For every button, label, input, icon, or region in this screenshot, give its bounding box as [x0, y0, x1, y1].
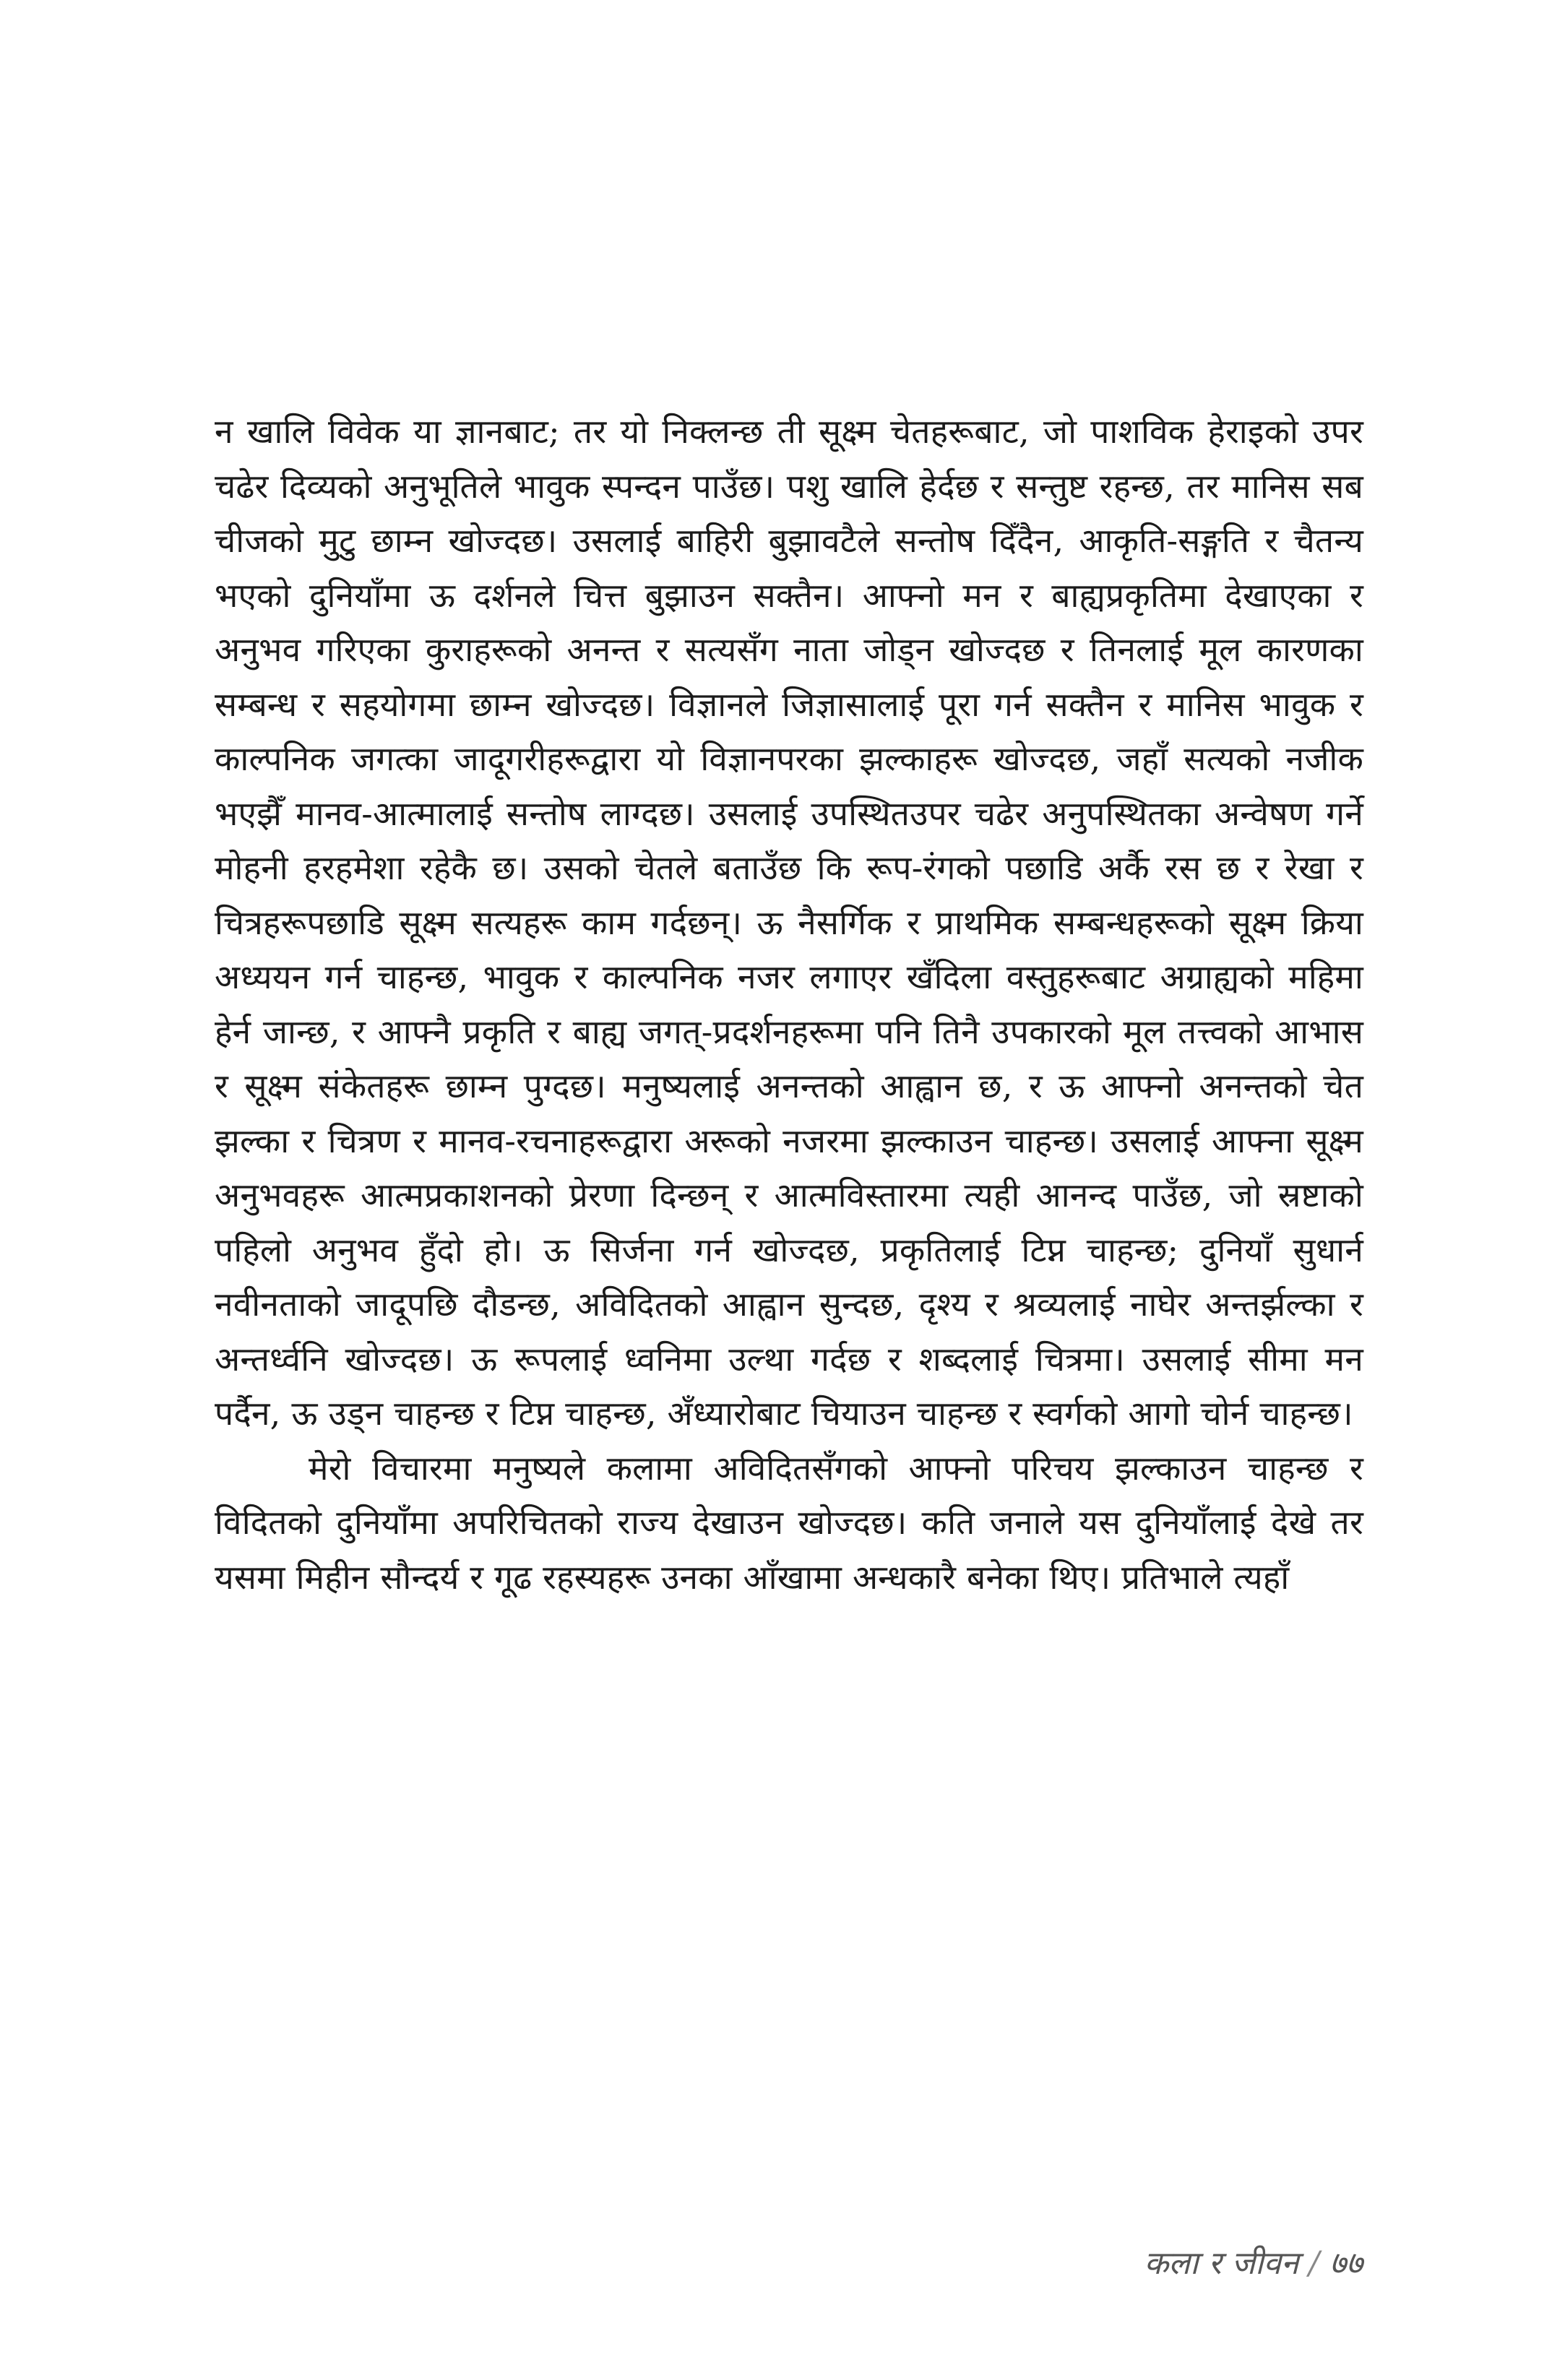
page-footer: [1144, 2240, 1363, 2283]
footer-separator: /: [1309, 2245, 1320, 2282]
page-number: ७७: [1329, 2245, 1363, 2282]
body-text: [215, 405, 1363, 1605]
running-title: कला र जीवन: [1144, 2245, 1299, 2282]
paragraph: न खालि विवेक या ज्ञानबाट; तर यो निक्लन्छ ती सूक्ष्म चेतहरूबाट, जो पाशविक हेराइको उपर चढेर दिव्यको अनुभूतिले भावुक स्पन्दन पाउँछ। पशु खालि हेर्दछ र सन्तुष्ट रहन्छ, तर मानिस सब चीजको मुटु छाम्न खोज्दछ। उसलाई बाहिरी बुझावटैले सन्तोष दिँदैन, आकृति-सङ्गति र चैतन्य भएको दुनियाँमा ऊ दर्शनले चित्त बुझाउन सक्तैन। आफ्नो मन र बाह्यप्रकृतिमा देखाएका र अनुभव गरिएका कुराहरूको अनन्त र सत्यसँग नाता जोड्न खोज्दछ र तिनलाई मूल कारणका सम्बन्ध र सहयोगमा छाम्न खोज्दछ। विज्ञानले जिज्ञासालाई पूरा गर्न सक्तैन र मानिस भावुक र काल्पनिक जगत्का जादूगरीहरूद्वारा यो विज्ञानपरका झल्काहरू खोज्दछ, जहाँ सत्यको नजीक भएझैँ मानव-आत्मालाई सन्तोष लाग्दछ। उसलाई उपस्थितउपर चढेर अनुपस्थितका अन्वेषण गर्ने मोहनी हरहमेशा रहेकै छ। उसको चेतले बताउँछ कि रूप-रंगको पछाडि अर्कै रस छ र रेखा र चित्रहरूपछाडि सूक्ष्म सत्यहरू काम गर्दछन्। ऊ नैसर्गिक र प्राथमिक सम्बन्धहरूको सूक्ष्म क्रिया अध्ययन गर्न चाहन्छ, भावुक र काल्पनिक नजर लगाएर खँदिला वस्तुहरूबाट अग्राह्यको महिमा हेर्न जान्छ, र आफ्नै प्रकृति र बाह्य जगत्-प्रदर्शनहरूमा पनि तिनै उपकारको मूल तत्त्वको आभास र सूक्ष्म संकेतहरू छाम्न पुग्दछ। मनुष्यलाई अनन्तको आह्वान छ, र ऊ आफ्नो अनन्तको चेत झल्का र चित्रण र मानव-रचनाहरूद्वारा अरूको नजरमा झल्काउन चाहन्छ। उसलाई आफ्ना सूक्ष्म अनुभवहरू आत्मप्रकाशनको प्रेरणा दिन्छन् र आत्मविस्तारमा त्यही आनन्द पाउँछ, जो स्रष्टाको पहिलो अनुभव हुँदो हो। ऊ सिर्जना गर्न खोज्दछ, प्रकृतिलाई टिप्न चाहन्छ; दुनियाँ सुधार्न नवीनताको जादूपछि दौडन्छ, अविदितको आह्वान सुन्दछ, दृश्य र श्रव्यलाई नाघेर अन्तर्झल्का र अन्तर्ध्वनि खोज्दछ। ऊ रूपलाई ध्वनिमा उल्था गर्दछ र शब्दलाई चित्रमा। उसलाई सीमा मन पर्दैन, ऊ उड्न चाहन्छ र टिप्न चाहन्छ, अँध्यारोबाट चियाउन चाहन्छ र स्वर्गको आगो चोर्न चाहन्छ।: [215, 412, 1363, 1433]
paragraph: मेरो विचारमा मनुष्यले कलामा अविदितसँगको आफ्नो परिचय झल्काउन चाहन्छ र विदितको दुनियाँमा अपरिचितको राज्य देखाउन खोज्दछ। कति जनाले यस दुनियाँलाई देखे तर यसमा मिहीन सौन्दर्य र गूढ रहस्यहरू उनका आँखामा अन्धकारै बनेका थिए। प्रतिभाले त्यहाँ: [215, 1448, 1363, 1597]
